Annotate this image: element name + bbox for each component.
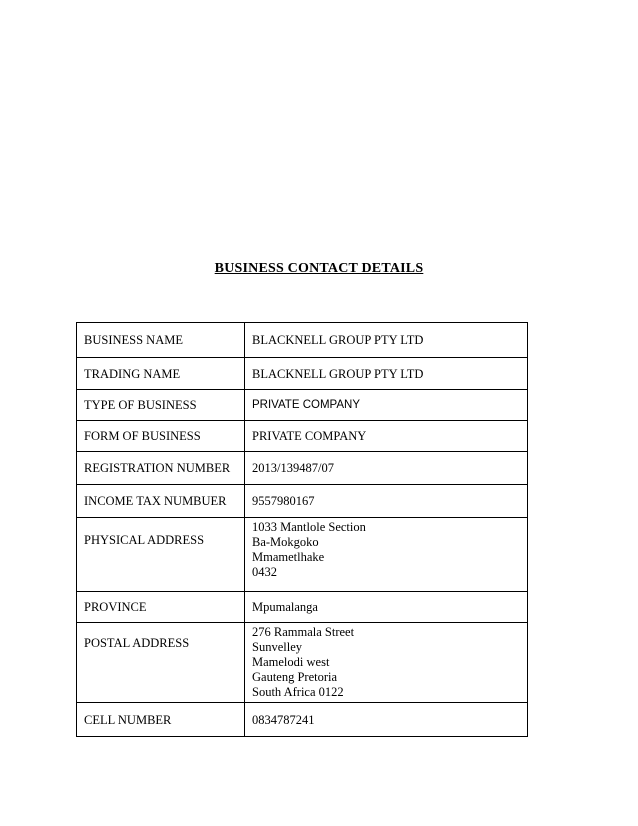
form-of-business-label: FORM OF BUSINESS [84, 429, 201, 443]
cell-number-label: CELL NUMBER [84, 712, 172, 727]
document-title: BUSINESS CONTACT DETAILS [214, 261, 424, 276]
row-label [77, 485, 245, 518]
physical-address-line: 1033 Mantlole Section [252, 520, 366, 534]
postal-address-line: Mamelodi west [252, 655, 330, 669]
registration-number-label: REGISTRATION NUMBER [84, 461, 231, 475]
row-label [77, 452, 245, 485]
postal-address-label: POSTAL ADDRESS [84, 636, 190, 650]
postal-address-line: 276 Rammala Street [252, 625, 355, 639]
row-label [77, 390, 245, 421]
physical-address-label: PHYSICAL ADDRESS [84, 533, 205, 547]
table-row [77, 623, 528, 703]
row-value [245, 485, 528, 518]
table-row [77, 323, 528, 358]
row-value [245, 421, 528, 452]
row-value [245, 390, 528, 421]
row-label [77, 421, 245, 452]
row-value [245, 703, 528, 737]
business-name-value: BLACKNELL GROUP PTY LTD [252, 333, 424, 347]
row-value [245, 518, 528, 592]
province-value: Mpumalanga [252, 600, 318, 614]
registration-number-value: 2013/139487/07 [252, 461, 334, 475]
table-row [77, 421, 528, 452]
table-row [77, 452, 528, 485]
business-details-table [76, 322, 528, 737]
row-value [245, 592, 528, 623]
row-label [77, 518, 245, 592]
row-label [77, 592, 245, 623]
table-row [77, 358, 528, 390]
income-tax-number-value: 9557980167 [252, 494, 315, 508]
row-label [77, 623, 245, 703]
type-of-business-value: PRIVATE COMPANY [252, 399, 360, 411]
form-of-business-value: PRIVATE COMPANY [252, 429, 367, 443]
business-name-label: BUSINESS NAME [84, 333, 183, 347]
table-row [77, 592, 528, 623]
row-value [245, 452, 528, 485]
table-row [77, 485, 528, 518]
postal-address-line: South Africa 0122 [252, 685, 344, 699]
row-label [77, 703, 245, 737]
type-of-business-label: TYPE OF BUSINESS [84, 398, 197, 412]
row-value [245, 323, 528, 358]
physical-address-line: Ba-Mokgoko [252, 535, 319, 549]
postal-address-line: Sunvelley [252, 640, 302, 654]
row-value [245, 623, 528, 703]
province-label: PROVINCE [84, 600, 147, 614]
cell-number-value: 0834787241 [252, 712, 315, 727]
table-row [77, 703, 528, 737]
table-row [77, 518, 528, 592]
trading-name-label: TRADING NAME [84, 366, 181, 381]
postal-address-line: Gauteng Pretoria [252, 670, 338, 684]
trading-name-value: BLACKNELL GROUP PTY LTD [252, 366, 424, 381]
row-label [77, 358, 245, 390]
physical-address-line: Mmametlhake [252, 550, 325, 564]
row-value [245, 358, 528, 390]
income-tax-number-label: INCOME TAX NUMBUER [84, 494, 227, 508]
row-label [77, 323, 245, 358]
physical-address-line: 0432 [252, 565, 277, 579]
table-row [77, 390, 528, 421]
